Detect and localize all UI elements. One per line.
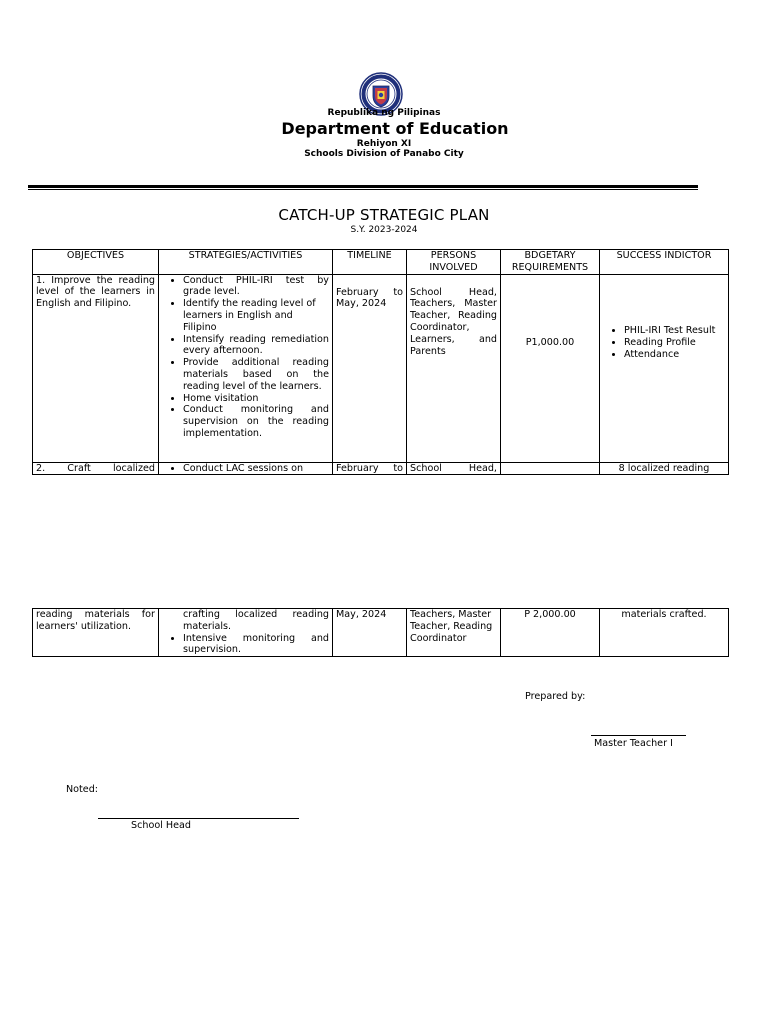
header-divider-thin <box>28 189 698 190</box>
table-row <box>33 609 729 657</box>
school-head-signature-line <box>98 818 299 819</box>
timeline-text: February to <box>336 462 403 474</box>
persons-text: School Head, <box>410 462 497 474</box>
column-header: PERSONS INVOLVED <box>407 250 501 275</box>
noted-label: Noted: <box>66 784 99 795</box>
persons-cell: Teachers, Master Teacher, Reading Coordinator <box>407 609 501 657</box>
list-item: • PHIL-IRI Test Result <box>624 325 725 337</box>
list-item: • Attendance <box>624 349 725 361</box>
column-header: TIMELINE <box>333 250 407 275</box>
column-header: SUCCESS INDICTOR <box>600 250 729 275</box>
table-header-row <box>33 250 729 275</box>
plan-title: CATCH-UP STRATEGIC PLAN <box>278 206 490 224</box>
list-item: • Intensive monitoring and supervision. <box>183 633 329 657</box>
objective-cell: reading materials for learners' utilization. <box>33 609 159 657</box>
list-item: • Conduct monitoring and supervision on the reading implementation. <box>183 404 329 439</box>
list-item: • Home visitation <box>183 393 329 405</box>
table-row <box>33 274 729 462</box>
list-item: • Provide additional reading materials based on the reading level of the learners. <box>183 357 329 392</box>
persons-text: School Head, Teachers, Master Teacher, Reading Coordinator, Learners, and Parents <box>410 286 497 357</box>
column-header: OBJECTIVES <box>33 250 159 275</box>
school-head-label: School Head <box>131 820 191 831</box>
budget-cell <box>501 462 600 475</box>
budget-cell: P 2,000.00 <box>501 609 600 657</box>
indicator-cell: materials crafted. <box>600 609 729 657</box>
division-text: Schools Division of Panabo City <box>304 149 464 159</box>
prepared-by-label: Prepared by: <box>525 691 586 702</box>
budget-cell <box>501 274 600 462</box>
objective-cell <box>33 462 159 475</box>
objective-cell: 1. Improve the reading level of the learners in English and Filipino. <box>33 274 159 462</box>
list-item: • Conduct PHIL-IRI test by grade level. <box>183 275 329 299</box>
strategies-cell <box>159 462 333 475</box>
republic-text: Republika ng Pilipinas <box>327 108 441 118</box>
department-title: Department of Education <box>281 119 509 138</box>
list-item: • Conduct LAC sessions on <box>183 463 329 475</box>
table-row <box>33 462 729 475</box>
list-item: • Reading Profile <box>624 337 725 349</box>
timeline-cell <box>333 274 407 462</box>
region-text: Rehiyon XI <box>356 139 412 149</box>
strategies-cell <box>159 609 333 657</box>
master-teacher-label: Master Teacher I <box>594 738 673 749</box>
indicator-cell: 8 localized reading <box>600 462 729 475</box>
list-item: • Identify the reading level of learners in English and Filipino <box>183 298 329 333</box>
strategy-continued: crafting localized reading materials. <box>183 609 329 632</box>
persons-cell <box>407 462 501 475</box>
strategies-cell <box>159 274 333 462</box>
column-header: BDGETARY REQUIREMENTS <box>501 250 600 275</box>
budget-text: P1,000.00 <box>525 337 575 349</box>
indicator-cell <box>600 274 729 462</box>
strategic-plan-table <box>32 249 729 475</box>
timeline-text: February to May, 2024 <box>336 286 403 310</box>
objective-text: 2. Craft localized <box>36 462 155 474</box>
strategic-plan-table-continued <box>32 608 729 657</box>
timeline-cell <box>333 462 407 475</box>
list-item: • Intensify reading remediation every afternoon. <box>183 334 329 358</box>
school-year: S.Y. 2023-2024 <box>350 225 418 235</box>
persons-cell <box>407 274 501 462</box>
master-teacher-signature-line <box>591 735 686 736</box>
column-header: STRATEGIES/ACTIVITIES <box>159 250 333 275</box>
header-divider <box>28 185 698 188</box>
timeline-cell: May, 2024 <box>333 609 407 657</box>
